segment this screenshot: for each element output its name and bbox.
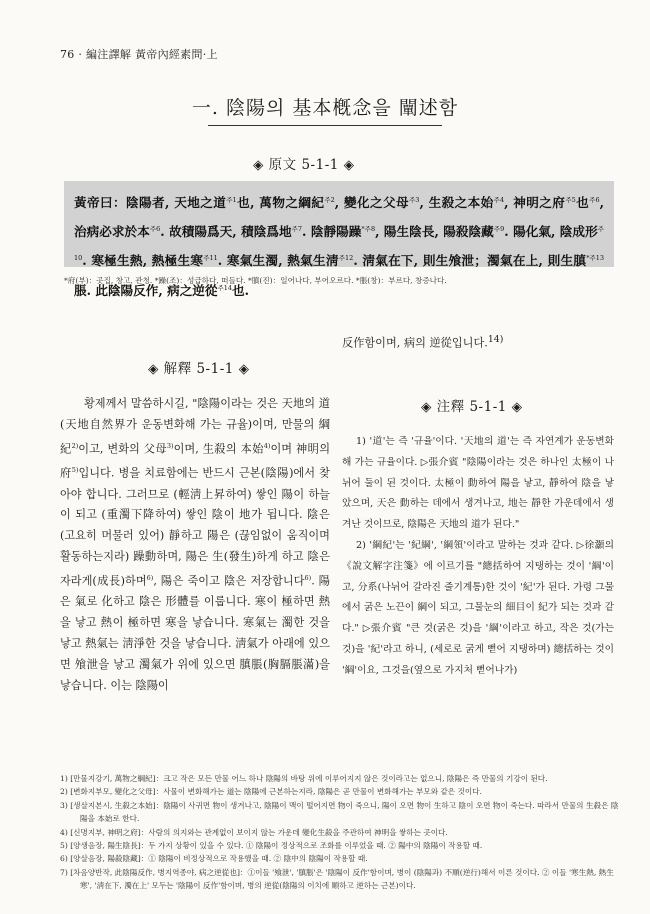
section-title-original: ◈ 原文 5-1-1 ◈ bbox=[253, 157, 355, 173]
original-gloss: *府(부)：곳집, 창고, 관청. *躁(조)：성급하다, 떠들다. *䐜(진)：일어나다, 부어오르다. *脹(창)：부르다, 창증나다. bbox=[64, 276, 447, 285]
note-marker: 주12 bbox=[338, 254, 354, 263]
text-run: 이고, 변화의 父母 bbox=[78, 442, 167, 456]
note-marker: 주4 bbox=[493, 196, 505, 204]
note-marker: 주6 bbox=[589, 196, 600, 204]
footnote: 4) [신명지부, 神明之府]：사람의 의지와는 관계없이 보이지 않는 가운데 變化生殺을 주관하여 神明을 쌓하는 곳이다. bbox=[60, 827, 448, 837]
explanation-continued-note: 14) bbox=[487, 334, 504, 345]
explanation-continued bbox=[342, 330, 614, 354]
explanation-column bbox=[60, 394, 330, 696]
text-run: . 寒氣生濁, 熱氣生淸 bbox=[217, 253, 339, 269]
note-marker: 5) bbox=[71, 466, 79, 475]
note-marker: 3) bbox=[166, 441, 174, 450]
text-run: . 淸氣在下, 則生飧泄；濁氣在上, 則生䐜 bbox=[353, 253, 587, 269]
text-run: . 陰靜陽躁 bbox=[302, 224, 362, 240]
text-run: 이며 神明의 府 bbox=[60, 442, 330, 480]
note-marker: 6) bbox=[146, 573, 154, 582]
footnote: 7) [차음양반작, 此陰陽反作, 병지역종야, 病之逆從也]：①이들 '飧泄', '䐜脹'은 '陰陽이 反作'함이며, 병이 (陰陽과) 不順(逆行)해서 이른 것이다. ② 이들 '寒生熱, 熱生寒', '淸在下, 濁在上' 모두는 '陰陽이 反作'함이며, 병의 逆從(陰陽의 이치에 順하고 逆하는 근본)이다. bbox=[60, 867, 614, 891]
section-title-explanation: ◈ 解釋 5-1-1 ◈ bbox=[148, 361, 250, 377]
text-run: , 陽은 죽이고 陰은 저장합니다 bbox=[153, 574, 305, 588]
text-run: 也 bbox=[575, 195, 590, 211]
text-run: , 治病必求於本 bbox=[74, 195, 604, 240]
text-run: . 陽化氣, 陰成形 bbox=[504, 224, 598, 240]
text-run: , 變化之父母 bbox=[334, 195, 410, 211]
note-marker: 주2 bbox=[324, 196, 335, 204]
note-marker: *주13 bbox=[586, 254, 604, 263]
notes-column bbox=[342, 432, 614, 682]
title-underline bbox=[208, 125, 442, 126]
text-run: 也, 萬物之綱紀 bbox=[236, 195, 325, 211]
explanation-continued-text: 反作함이며, 病의 逆從입니다. bbox=[342, 336, 488, 350]
text-run: , 陽生陰長, 陽殺陰藏 bbox=[375, 224, 494, 240]
text-run: . 寒極生熱, 熱極生寒 bbox=[82, 253, 204, 269]
note-marker: *주8 bbox=[361, 225, 376, 234]
note-item: 2) '綱紀'는 '紀綱', '綱領'이라고 말하는 것과 같다. ▷徐灝의 《說文解字注箋》에 이르기를 "總括하여 지탱하는 것이 '綱'이고, 分系(나뉘어 갈라진 줄기계통)한 것이 '紀'가 된다. 가령 그물에서 굵은 노끈이 綱이 되고, 그물눈의 細目이 紀가 되는 것과 같다." ▷張介賓 "큰 것(굵은 것)을 '綱'이라고 하고, 작은 것(가는 것)을 '紀'라고 하니, (세로로 굵게 뻗어 지탱하며) 總括하는 것이 '綱'이요, 그것을(옆으로 가지처 뻗어나가) bbox=[342, 539, 614, 676]
original-text bbox=[74, 187, 604, 304]
chapter-title bbox=[0, 93, 650, 126]
note-marker: 주11 bbox=[203, 254, 218, 263]
footnote: 6) [양살음장, 陽殺陰藏]：① 陰陽이 비정상적으로 작용했을 때. ② 陰中의 陰陽이 작용할 때. bbox=[60, 854, 368, 864]
page-header: 76 · 編注譯解 黃帝內經素問·上 bbox=[60, 48, 218, 61]
text-run: 黃帝曰：陰陽者, 天地之道 bbox=[74, 195, 227, 211]
text-run: . 陽은 氣로 化하고 陰은 形體를 이룹니다. 寒이 極하면 熱을 낳고 熱이 極하면 寒을 낳습니다. 寒氣는 濁한 것을 낳고 熱氣는 淸淨한 것을 낳습니다. 淸氣가 아래에 있으면 飧泄을 낳고 濁氣가 위에 있으면 䐜脹(胸膈脹滿)을 낳습니다. 이는 陰陽이 bbox=[60, 574, 330, 692]
footnote: 1) [만물지강기, 萬物之綱紀]：크고 작은 모든 만물 어느 하나 陰陽의 바탕 위에 이루어지지 않은 것이라고는 없으니, 陰陽은 즉 만물의 기강이 된다. bbox=[60, 774, 548, 783]
note-marker: 주7 bbox=[291, 225, 303, 234]
footnote: 3) [생살지본시, 生殺之本始]：陰陽이 사귀면 物이 생겨나고, 陰陽이 맥이 떨어지면 物이 죽으니, 陽이 오면 物이 生하고 陰이 오면 物이 죽는다. 따라서 만물의 生殺은 陰陽을 本始로 한다. bbox=[60, 800, 619, 824]
footnote: 5) [양생음장, 陽生陰長]：두 가지 상황이 있을 수 있다. ① 陰陽이 정상적으로 조화를 이루었을 때. ② 陽中의 陰陽이 작용할 때. bbox=[60, 841, 483, 851]
note-marker: 주10 bbox=[74, 225, 604, 263]
note-marker: 6) bbox=[304, 573, 312, 582]
text-run: 입니다. 병을 치료함에는 반드시 근본(陰陽)에서 찾아야 합니다. 그러므로 (輕淸上昇하여) 쌓인 陽이 하늘이 되고 (重濁下降하여) 쌓인 陰이 地가 됩니다. 陰은 (고요히 머물러 있어) 靜하고 陽은 (끊임없이 움직이며 활동하는지라) 躁動하며, 陽은 生(發生)하게 하고 陰은 자라게(成長)하며 bbox=[60, 466, 330, 588]
note-marker: 주5 bbox=[565, 196, 576, 204]
explanation-text bbox=[60, 394, 330, 696]
chapter-title-text: 一. 陰陽의 基本槪念을 闡述함 bbox=[191, 97, 459, 119]
note-item: 1) '道'는 즉 '규율'이다. '天地의 道'는 즉 자연계가 운동변화해 가는 규율이다. ▷張介賓 "陰陽이라는 것은 하나인 太極이 나뉘어 둘이 된 것이다. 太極이 動하여 陽을 낳고, 靜하여 陰을 낳았으며, 天은 動하는 데에서 생겨나고, 地는 靜한 가운데에서 생겨난 것이므로, 陰陽은 天地의 道가 된다." bbox=[342, 436, 614, 531]
note-marker: 주1 bbox=[226, 196, 237, 204]
text-run: 이며, 生殺의 本始 bbox=[173, 442, 264, 456]
note-marker: 주14 bbox=[217, 283, 233, 292]
footnotes bbox=[60, 772, 620, 893]
text-run: 황제께서 말씀하시길, "陰陽이라는 것은 天地의 道(天地自然界가 운동변화해 가는 규율)이며, 만물의 綱紀 bbox=[60, 397, 330, 456]
text-run: 也. bbox=[232, 282, 250, 298]
text-run: , 生殺之本始 bbox=[419, 195, 494, 211]
text-run: 脹. 此陰陽反作, 病之逆從 bbox=[74, 282, 218, 298]
text-run: . 故積陽爲天, 積陰爲地 bbox=[160, 224, 292, 240]
note-marker: 2) bbox=[71, 441, 79, 450]
note-marker: 4) bbox=[263, 441, 271, 450]
note-marker: 주6 bbox=[149, 225, 161, 234]
footnote: 2) [변화지부모, 變化之父母]：사물이 변화해가는 道는 陰陽에 근본하는지라, 陰陽은 곧 만물이 변화해가는 부모와 같은 것이다. bbox=[60, 787, 482, 797]
text-run: , 神明之府 bbox=[504, 195, 566, 211]
note-marker: 주3 bbox=[409, 196, 420, 204]
note-marker: 주9 bbox=[493, 225, 505, 234]
section-title-notes: ◈ 注釋 5-1-1 ◈ bbox=[421, 399, 523, 415]
